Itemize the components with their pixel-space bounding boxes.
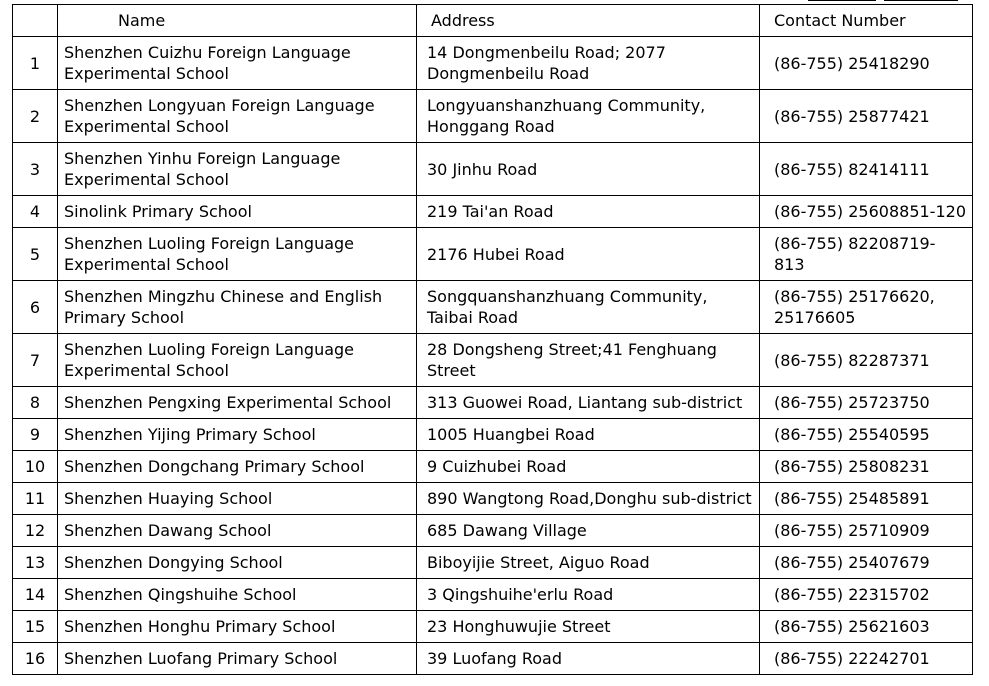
header-name: Name [58,5,417,37]
row-number: 7 [13,334,58,387]
school-name: Shenzhen Yinhu Foreign Language Experimental School [58,143,417,196]
top-edge-marks [808,0,958,3]
school-address: 28 Dongsheng Street;41 Fenghuang Street [417,334,760,387]
table-row [13,451,973,483]
table-row [13,90,973,143]
school-name: Shenzhen Dongying School [58,547,417,579]
table-row [13,196,973,228]
table-row [13,387,973,419]
table-row [13,515,973,547]
header-address: Address [417,5,760,37]
row-number: 15 [13,611,58,643]
table-row [13,611,973,643]
school-name: Shenzhen Longyuan Foreign Language Experimental School [58,90,417,143]
row-number: 9 [13,419,58,451]
table-row [13,228,973,281]
table-row [13,419,973,451]
row-number: 5 [13,228,58,281]
header-row [13,5,973,37]
row-number: 2 [13,90,58,143]
row-number: 10 [13,451,58,483]
school-address: 890 Wangtong Road,Donghu sub-district [417,483,760,515]
school-contact: (86-755) 22315702 [760,579,973,611]
school-contact: (86-755) 82287371 [760,334,973,387]
school-address: 2176 Hubei Road [417,228,760,281]
school-contact: (86-755) 25418290 [760,37,973,90]
school-name: Shenzhen Qingshuihe School [58,579,417,611]
school-name: Shenzhen Cuizhu Foreign Language Experimental School [58,37,417,90]
school-address: 219 Tai'an Road [417,196,760,228]
school-address: 3 Qingshuihe'erlu Road [417,579,760,611]
school-contact: (86-755) 22242701 [760,643,973,675]
row-number: 6 [13,281,58,334]
school-address: 9 Cuizhubei Road [417,451,760,483]
header-contact-number: Contact Number [760,5,973,37]
school-contact: (86-755) 25808231 [760,451,973,483]
header-number [13,5,58,37]
school-contact: (86-755) 25540595 [760,419,973,451]
school-contact: (86-755) 25621603 [760,611,973,643]
row-number: 12 [13,515,58,547]
row-number: 3 [13,143,58,196]
school-address: 685 Dawang Village [417,515,760,547]
table-row [13,579,973,611]
school-address: 39 Luofang Road [417,643,760,675]
row-number: 13 [13,547,58,579]
school-name: Shenzhen Pengxing Experimental School [58,387,417,419]
school-contact: (86-755) 82414111 [760,143,973,196]
table-row [13,643,973,675]
top-edge-mark [884,0,958,1]
row-number: 11 [13,483,58,515]
row-number: 16 [13,643,58,675]
school-contact: (86-755) 82208719- 813 [760,228,973,281]
school-name: Shenzhen Luoling Foreign Language Experimental School [58,334,417,387]
school-name: Shenzhen Yijing Primary School [58,419,417,451]
school-contact: (86-755) 25723750 [760,387,973,419]
school-name: Shenzhen Dongchang Primary School [58,451,417,483]
school-address: Longyuanshanzhuang Community, Honggang Road [417,90,760,143]
school-address: 23 Honghuwujie Street [417,611,760,643]
school-contact: (86-755) 25710909 [760,515,973,547]
school-name: Shenzhen Honghu Primary School [58,611,417,643]
table-row [13,143,973,196]
school-address: 30 Jinhu Road [417,143,760,196]
school-address: 14 Dongmenbeilu Road; 2077 Dongmenbeilu Road [417,37,760,90]
row-number: 8 [13,387,58,419]
schools-table [12,4,973,675]
table-row [13,547,973,579]
school-address: 313 Guowei Road, Liantang sub-district [417,387,760,419]
school-address: 1005 Huangbei Road [417,419,760,451]
school-contact: (86-755) 25407679 [760,547,973,579]
table-row [13,334,973,387]
row-number: 14 [13,579,58,611]
school-contact: (86-755) 25877421 [760,90,973,143]
school-name: Shenzhen Mingzhu Chinese and English Primary School [58,281,417,334]
table-row [13,483,973,515]
table-row [13,281,973,334]
school-contact: (86-755) 25176620, 25176605 [760,281,973,334]
school-name: Sinolink Primary School [58,196,417,228]
school-address: Songquanshanzhuang Community, Taibai Road [417,281,760,334]
school-name: Shenzhen Dawang School [58,515,417,547]
school-name: Shenzhen Huaying School [58,483,417,515]
row-number: 1 [13,37,58,90]
school-address: Biboyijie Street, Aiguo Road [417,547,760,579]
table-row [13,37,973,90]
row-number: 4 [13,196,58,228]
school-contact: (86-755) 25608851-120 [760,196,973,228]
school-name: Shenzhen Luoling Foreign Language Experimental School [58,228,417,281]
school-contact: (86-755) 25485891 [760,483,973,515]
top-edge-mark [808,0,876,1]
school-name: Shenzhen Luofang Primary School [58,643,417,675]
